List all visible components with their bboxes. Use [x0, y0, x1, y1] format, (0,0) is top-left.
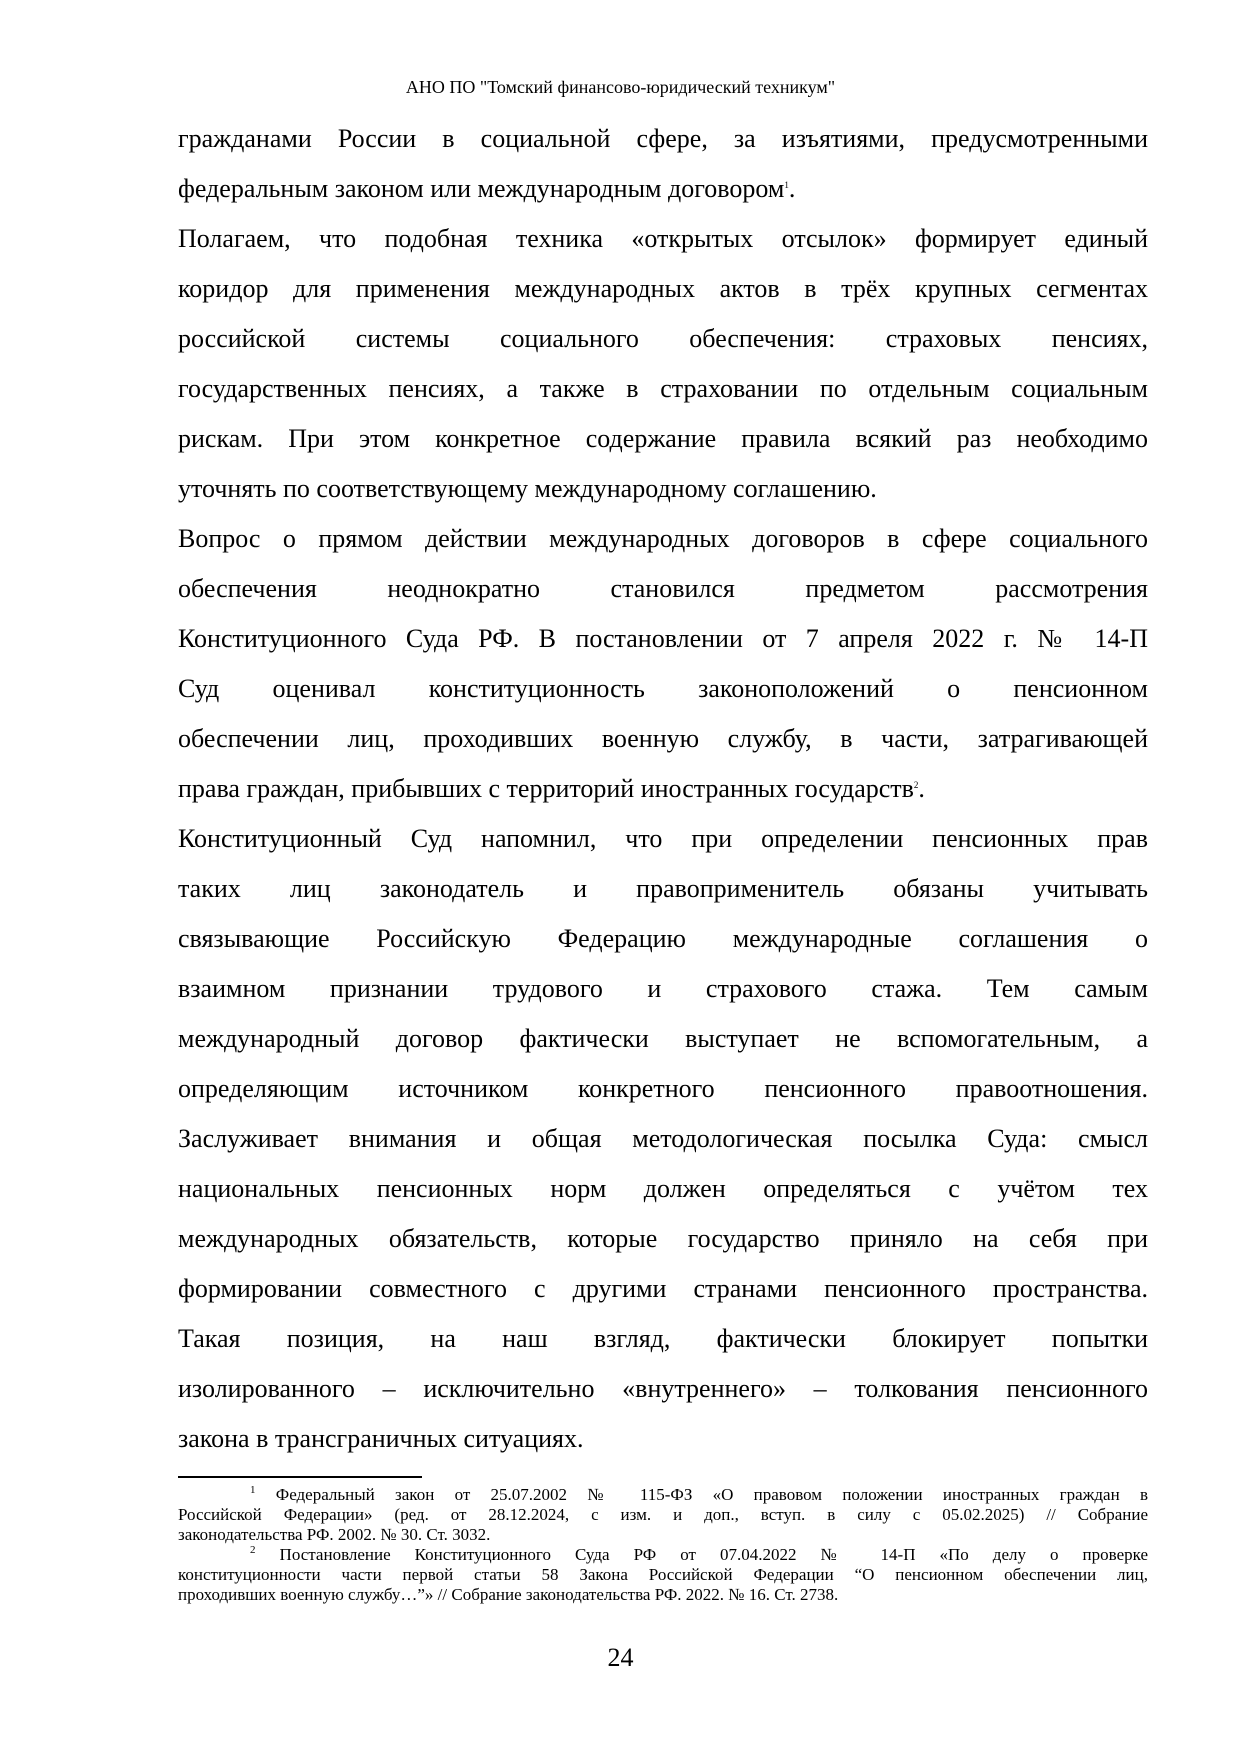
- text-line: Суд оценивал конституционность законоположений о пенсионном: [178, 674, 1148, 703]
- text-line: национальных пенсионных норм должен определяться с учётом тех: [178, 1174, 1148, 1203]
- text-line: обеспечения неоднократно становился предметом рассмотрения: [178, 574, 1148, 603]
- text-line: обеспечении лиц, проходивших военную службу, в части, затрагивающей: [178, 724, 1148, 753]
- text-line: [178, 764, 1148, 814]
- text-line: связывающие Российскую Федерацию международные соглашения о: [178, 924, 1148, 953]
- text-line: рискам. При этом конкретное содержание правила всякий раз необходимо: [178, 424, 1148, 453]
- footnote-reference[interactable]: 2: [913, 780, 919, 790]
- text-line: Вопрос о прямом действии международных договоров в сфере социального: [178, 524, 1148, 553]
- text-line: государственных пенсиях, а также в страховании по отдельным социальным: [178, 374, 1148, 403]
- text-line: формировании совместного с другими странами пенсионного пространства.: [178, 1274, 1148, 1303]
- footnote-line: проходивших военную службу…”» // Собрание законодательства РФ. 2022. № 16. Ст. 2738.: [178, 1585, 839, 1604]
- text-line: коридор для применения международных актов в трёх крупных сегментах: [178, 274, 1148, 303]
- text-line: таких лиц законодатель и правоприменитель обязаны учитывать: [178, 874, 1148, 903]
- footnote-separator: [178, 1476, 422, 1478]
- text-line: закона в трансграничных ситуациях.: [178, 1424, 584, 1453]
- footnote-line: Российской Федерации» (ред. от 28.12.2024, с изм. и доп., вступ. в силу с 05.02.2025) // Собрание: [178, 1505, 1148, 1524]
- page-number: 24: [607, 1643, 634, 1672]
- text-line: Конституционный Суд напомнил, что при определении пенсионных прав: [178, 824, 1148, 853]
- text-run: Постановление Конституционного Суда РФ от 07.04.2022 № 14-П «По делу о проверке: [279, 1545, 1149, 1564]
- text-line: российской системы социального обеспечения: страховых пенсиях,: [178, 324, 1148, 353]
- body-text: [178, 114, 1148, 1464]
- footnote-number: 1: [250, 1484, 256, 1496]
- text-line: Такая позиция, на наш взгляд, фактически блокирует попытки: [178, 1324, 1148, 1353]
- text-line: Полагаем, что подобная техника «открытых отсылок» формирует единый: [178, 224, 1148, 253]
- footnote-line: [178, 1485, 1148, 1505]
- footnote-1: [178, 1485, 1148, 1545]
- text-run: Федеральный закон от 25.07.2002 № 115-ФЗ «О правовом положении иностранных граждан в: [275, 1485, 1149, 1504]
- text-line: [178, 164, 1148, 214]
- footnotes: [178, 1485, 1148, 1605]
- text-line: международный договор фактически выступает не вспомогательным, а: [178, 1024, 1148, 1053]
- footnote-line: законодательства РФ. 2002. № 30. Ст. 3032.: [178, 1525, 491, 1544]
- footnote-number: 2: [250, 1544, 256, 1556]
- text-run: федеральным законом или международным договором: [178, 174, 785, 203]
- text-run: .: [788, 174, 796, 203]
- paragraph-2: [178, 214, 1148, 514]
- text-line: изолированного – исключительно «внутреннего» – толкования пенсионного: [178, 1374, 1148, 1403]
- text-line: Заслуживает внимания и общая методологическая посылка Суда: смысл: [178, 1124, 1148, 1153]
- text-line: международных обязательств, которые государство приняло на себя при: [178, 1224, 1148, 1253]
- text-run: права граждан, прибывших с территорий иностранных государств: [178, 774, 914, 803]
- footnote-line: конституционности части первой статьи 58 Закона Российской Федерации “О пенсионном обеспечении лиц,: [178, 1565, 1148, 1584]
- text-line: определяющим источником конкретного пенсионного правоотношения.: [178, 1074, 1148, 1103]
- paragraph-4: [178, 814, 1148, 1464]
- footnote-reference[interactable]: 1: [784, 180, 789, 190]
- text-line: взаимном признании трудового и страхового стажа. Тем самым: [178, 974, 1148, 1003]
- paragraph-3: [178, 514, 1148, 814]
- footnote-line: [178, 1545, 1148, 1565]
- text-line: гражданами России в социальной сфере, за изъятиями, предусмотренными: [178, 124, 1148, 153]
- paragraph-1: [178, 114, 1148, 214]
- footnote-2: [178, 1545, 1148, 1605]
- running-header: АНО ПО "Томский финансово-юридический техникум": [405, 77, 836, 97]
- text-run: .: [918, 774, 925, 803]
- text-line: Конституционного Суда РФ. В постановлении от 7 апреля 2022 г. № 14-П: [178, 624, 1148, 653]
- text-line: уточнять по соответствующему международному соглашению.: [178, 474, 877, 503]
